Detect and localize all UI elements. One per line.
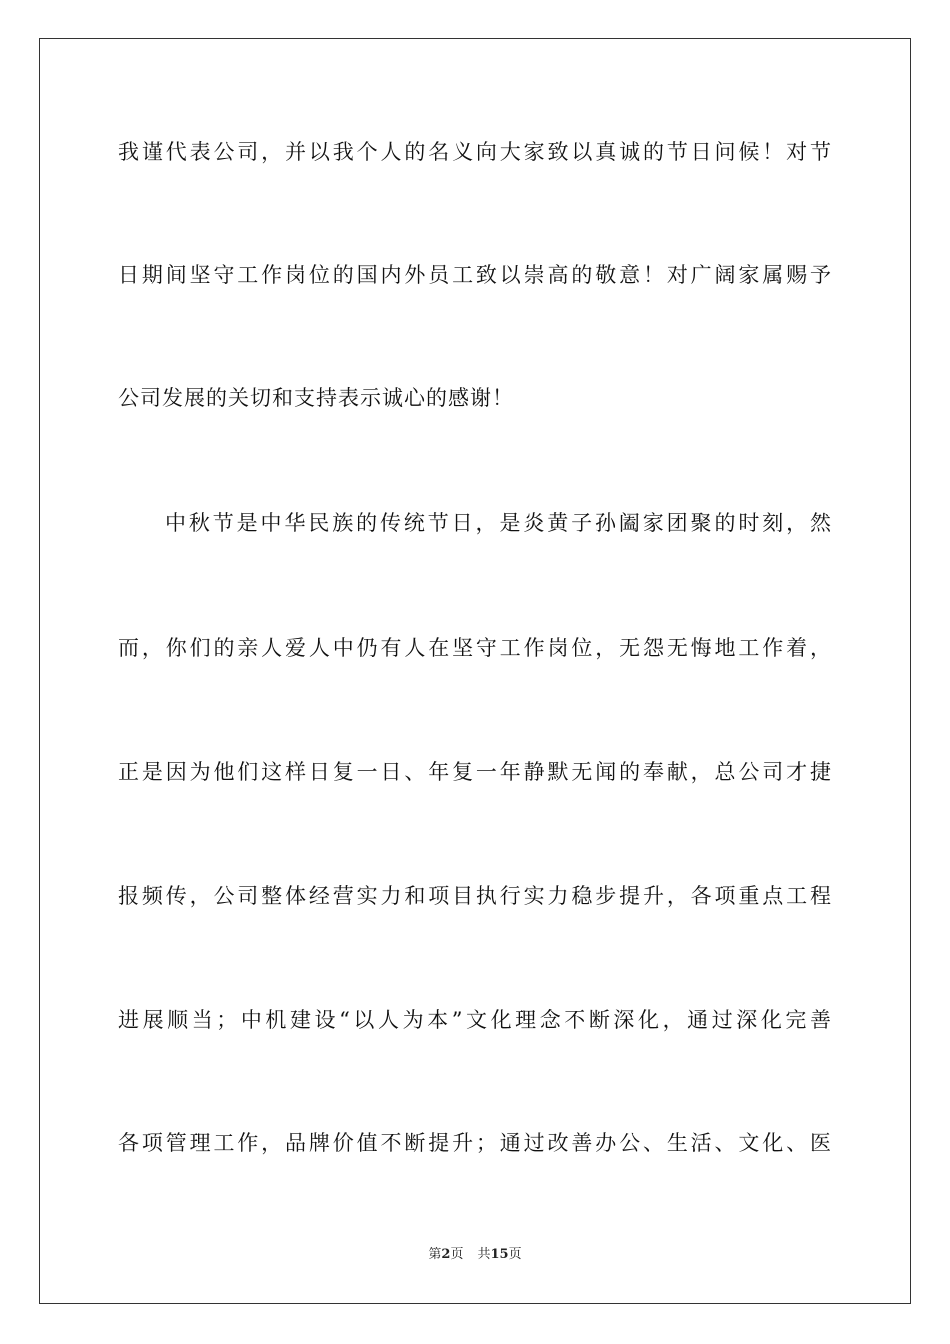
page-border — [39, 38, 911, 1304]
text-line-9: 各项管理工作，品牌价值不断提升；通过改善办公、生活、文化、医 — [118, 1131, 832, 1155]
text-line-6: 正是因为他们这样日复一日、年复一年静默无闻的奉献，总公司才捷 — [118, 760, 832, 784]
total-prefix: 共 — [477, 1247, 491, 1262]
text-line-3: 公司发展的关切和支持表示诚心的感谢！ — [118, 386, 514, 410]
text-line-7: 报频传，公司整体经营实力和项目执行实力稳步提升，各项重点工程 — [118, 884, 832, 908]
page-prefix: 第 — [428, 1247, 442, 1262]
text-line-4: 中秋节是中华民族的传统节日，是炎黄子孙阖家团聚的时刻，然 — [165, 511, 832, 535]
text-line-8: 进展顺当；中机建设“以人为本”文化理念不断深化，通过深化完善 — [118, 1008, 832, 1032]
page-suffix: 页 — [450, 1247, 464, 1262]
text-line-1: 我谨代表公司，并以我个人的名义向大家致以真诚的节日问候！对节 — [118, 140, 832, 164]
total-suffix: 页 — [508, 1247, 522, 1262]
page-current: 2 — [441, 1247, 451, 1262]
text-line-2: 日期间坚守工作岗位的国内外员工致以崇高的敬意！对广阔家属赐予 — [118, 263, 832, 287]
page-footer — [0, 1246, 950, 1264]
page-total: 15 — [490, 1247, 509, 1262]
text-line-5: 而，你们的亲人爱人中仍有人在坚守工作岗位，无怨无悔地工作着， — [118, 636, 832, 660]
